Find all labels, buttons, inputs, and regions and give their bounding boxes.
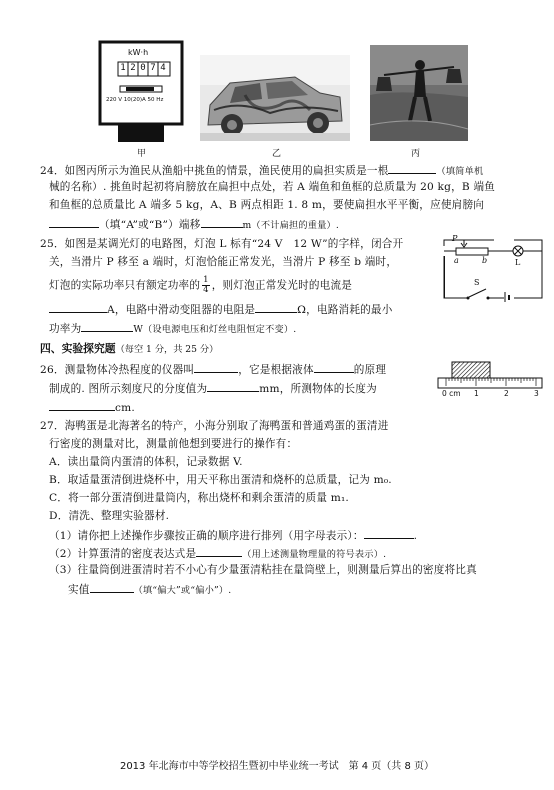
q27-sub-text: 实值	[68, 584, 90, 596]
q26-blank-principle[interactable]	[314, 361, 354, 373]
q26-text: ，它是根据液体	[238, 364, 314, 376]
page-footer: 2013 年北海市中等学校招生暨初中毕业统一考试 第 4 页（共 8 页）	[119, 761, 435, 772]
burned-car-photo	[200, 55, 350, 141]
ruler-label-2: 2	[504, 389, 509, 398]
q24-text: （填“A”或“B”）端移	[99, 219, 201, 231]
q24-blank-distance[interactable]	[201, 216, 243, 228]
q24-hint: m（不计扁担的重量）.	[242, 220, 340, 231]
q27-sub-text: （1）请你把上述操作步骤按正确的顺序进行排列（用字母表示）：	[49, 530, 364, 542]
fraction-numerator: 1	[203, 275, 209, 285]
q25-blank-resistance[interactable]	[255, 301, 297, 313]
q25-text: 关，当滑片 P 移至 a 端时，灯泡恰能正常发光，当滑片 P 移至 b 端时，	[49, 256, 398, 268]
meter-digit: 4	[160, 63, 166, 73]
q26-text: cm.	[115, 402, 135, 414]
section-note: （每空 1 分，共 25 分）	[115, 344, 219, 355]
q27-sub-3	[49, 563, 477, 577]
q27-blank-bias[interactable]	[90, 581, 134, 593]
q27-hint: （填“偏大”或“偏小”）.	[133, 585, 232, 596]
fisherman-illustration	[370, 45, 468, 141]
q25-text: Ω，电路消耗的最小	[297, 304, 393, 316]
q26-blank-instrument[interactable]	[194, 361, 238, 373]
circuit-drawing	[442, 236, 546, 302]
q27-sub-text: （3）往量筒倒进蛋清时若不小心有少量蛋清粘挂在量筒壁上，则测量后算出的密度将比真	[49, 564, 477, 576]
q24-hint: （填简单机	[436, 166, 484, 177]
q24-blank-machine[interactable]	[388, 162, 436, 174]
q25-line-1	[40, 237, 403, 251]
q24-text: 械的名称）. 挑鱼时起初将肩膀放在扁担中点处，若 A 端鱼和鱼框的总质量为 20 kg，B 端鱼	[49, 181, 496, 193]
fraction-one-quarter	[202, 276, 210, 295]
meter-digit: 2	[130, 63, 136, 73]
q26-text: mm，所测物体的长度为	[259, 383, 377, 395]
q24-line-1	[40, 162, 483, 179]
q27-option-b	[49, 473, 392, 487]
ruler-diagram	[436, 356, 546, 400]
q25-text: ，则灯泡正常发光时的电流是	[211, 279, 353, 292]
ruler-label-3: 3	[534, 389, 539, 398]
q27-sub-text: .	[413, 530, 418, 542]
q25-hint: W（设电源电压和灯丝电阻恒定不变）.	[133, 324, 297, 335]
q24-text: 24．如图丙所示为渔民从渔船中挑鱼的情景，渔民使用的扁担实质是一根	[40, 165, 389, 177]
q24-blank-direction[interactable]	[49, 216, 99, 228]
q25-text: 功率为	[49, 323, 82, 335]
q27-option-text: B．取适量蛋清倒进烧杯中，用天平称出蛋清和烧杯的总质量，记为 m₀.	[49, 474, 392, 486]
q27-option-text: C．将一部分蛋清倒进量筒内，称出烧杯和剩余蛋清的质量 m₁.	[49, 492, 349, 504]
ruler-label-0: 0 cm	[442, 389, 461, 398]
q27-option-c	[49, 491, 349, 505]
circuit-diagram	[442, 236, 546, 302]
q26-text: 的原理	[353, 364, 387, 376]
meter-rating: 220 V 10(20)A 50 Hz	[106, 97, 164, 103]
fisherman-photo	[370, 45, 468, 141]
q27-text: 27．海鸭蛋是北海著名的特产，小海分别取了海鸭蛋和普通鸡蛋的蛋清进	[40, 420, 389, 432]
figure-caption-yi: 乙	[272, 149, 282, 159]
q26-blank-length[interactable]	[49, 399, 115, 411]
figure-caption-bing: 丙	[411, 149, 421, 159]
meter-unit: kW·h	[128, 48, 149, 57]
meter-digit: 1	[120, 63, 126, 73]
q24-text: 和鱼框的总质量比 A 端多 5 kg，A、B 两点相距 1. 8 m，要使扁担水平平衡，应使肩膀向	[49, 199, 485, 211]
fraction-denominator: 4	[203, 285, 209, 295]
circuit-label-b: b	[482, 256, 488, 265]
q25-line-2	[49, 255, 397, 269]
section-title: 四、实验探究题	[40, 342, 116, 355]
q25-line-4	[49, 301, 393, 317]
figure-caption-jia: 甲	[137, 149, 147, 159]
q27-text: 行密度的测量对比，测量前他想到要进行的操作有：	[49, 438, 298, 450]
section-four-heading	[40, 341, 218, 356]
q25-text: 灯泡的实际功率只有额定功率的	[49, 279, 201, 292]
meter-digit: 7	[150, 63, 156, 73]
q24-line-4	[49, 216, 339, 233]
electric-meter-figure	[98, 40, 184, 144]
q26-line-1	[40, 361, 386, 377]
circuit-label-a: a	[454, 256, 459, 265]
q27-line-1	[40, 419, 388, 433]
q25-blank-power[interactable]	[81, 320, 133, 332]
circuit-label-s: S	[474, 278, 480, 287]
q27-option-text: D．清洗、整理实验器材.	[49, 510, 170, 522]
q27-sub-3-cont	[68, 581, 231, 598]
ruler-label-1: 1	[474, 389, 479, 398]
q27-sub-1	[49, 527, 417, 543]
q25-text: 25．如图是某调光灯的电路图，灯泡 L 标有“24 V 12 W”的字样，闭合开	[40, 238, 404, 250]
q25-blank-current[interactable]	[49, 301, 107, 313]
q27-line-2	[49, 437, 297, 451]
q27-option-text: A．读出量筒内蛋清的体积，记录数据 V.	[49, 456, 243, 468]
q24-line-2	[49, 180, 495, 194]
q25-text: A，电路中滑动变阻器的电阻是	[107, 304, 256, 316]
q25-line-5	[49, 320, 296, 337]
q27-sub-text: （2）计算蛋清的密度表达式是	[49, 548, 197, 560]
q26-text: 26．测量物体冷热程度的仪器叫	[40, 364, 195, 376]
q26-line-3	[49, 399, 135, 415]
q26-blank-division[interactable]	[207, 380, 259, 392]
q27-option-a	[49, 455, 243, 469]
circuit-label-p: P	[452, 234, 458, 243]
meter-digits	[118, 63, 170, 73]
q24-line-3	[49, 198, 484, 212]
q27-blank-density-expression[interactable]	[196, 545, 242, 557]
q27-sub-2	[49, 545, 386, 562]
q26-line-2	[49, 380, 377, 396]
q27-blank-order[interactable]	[364, 527, 414, 539]
meter-digit: 0	[140, 63, 146, 73]
q27-hint: （用上述测量物理量的符号表示）.	[242, 549, 387, 560]
car-illustration	[200, 55, 350, 141]
circuit-label-l: L	[515, 258, 521, 267]
q25-line-3	[49, 276, 352, 295]
q26-text: 制成的. 图所示刻度尺的分度值为	[49, 383, 208, 395]
q27-option-d	[49, 509, 169, 523]
